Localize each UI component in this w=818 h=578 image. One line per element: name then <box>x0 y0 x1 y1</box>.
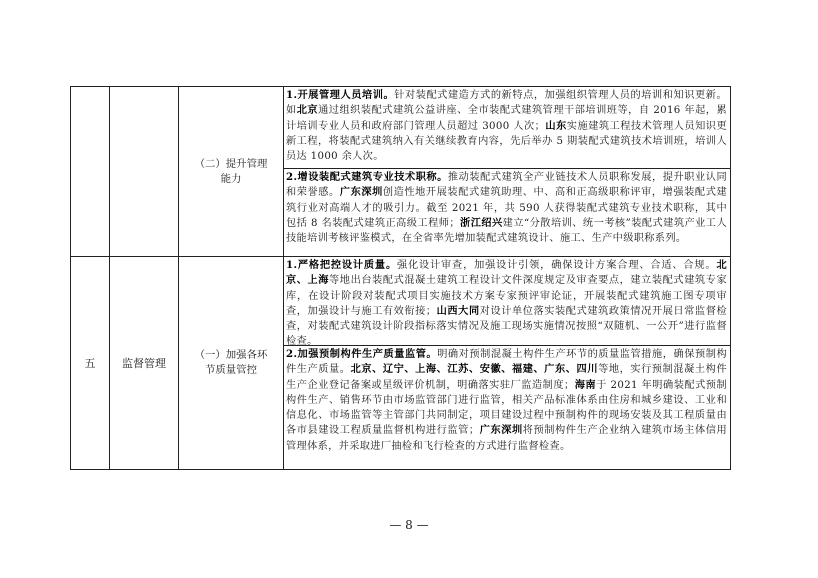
region-name: 海南 <box>574 378 597 391</box>
section-number <box>71 257 109 469</box>
region-name: 广东深圳 <box>479 424 523 437</box>
item-text: 等地出台装配式混凝土建筑工程设计文件深度规定及审查要点，建立装配式建筑专家库，在设计阶段对装配式项目实施技术方案专家预评审论证，开展装配式建筑施工图专项审查，加强设计与施工有效衔接； <box>286 275 727 317</box>
region-name: 北京、上海 <box>286 259 727 287</box>
region-name: 山西大同 <box>436 304 480 317</box>
content-cell <box>286 170 727 255</box>
item-heading: 1.严格把控设计质量。 <box>286 259 397 271</box>
content-cell <box>286 347 727 468</box>
item-text: 通过组织装配式建筑公益讲座、全市装配式建筑管理干部培训班等，自 2016 年起，累计培训专业人员和政府部门管理人员超过 3000 人次； <box>286 105 728 132</box>
item-heading: 1.开展管理人员培训。 <box>286 89 395 101</box>
region-name: 浙江绍兴 <box>459 216 503 229</box>
table-rule <box>70 86 731 87</box>
item-heading: 2.增设装配式建筑专业技术职称。 <box>286 171 448 183</box>
sub-label-text: （二）提升管理能力 <box>194 157 268 185</box>
page-number: — 8 — <box>389 518 429 532</box>
table-rule <box>730 86 731 470</box>
item-text: 于 2021 年明确装配式预制构件生产、销售环节由市场监管部门进行监管，相关产品标准体系由住房和城乡建设、工业和信息化、市场监管等主管部门共同制定，项目建设过程中预制构件的现场安装及其工程质量由各市县建设工程质量监督机构进行监管； <box>286 379 728 437</box>
region-name: 广东深圳 <box>339 186 383 199</box>
item-heading: 2.加强预制构件生产质量监管。 <box>286 348 438 360</box>
region-name: 北京、辽宁、上海、江苏、安徽、福建、广东、四川 <box>350 363 599 376</box>
item-text: 强化设计审查，加强设计引领，确保设计方案合理、合适、合规。 <box>396 260 717 271</box>
item-text: 实施建筑工程技术管理人员知识更新工程，将装配式建筑纳入有关继续教育内容，先后举办 5 期装配式建筑技术培训班，培训人员达 1000 余人次。 <box>286 120 728 163</box>
table-rule <box>283 86 284 470</box>
section-title <box>110 257 178 469</box>
item-text: 针对装配式建造方式的新特点，加强组织管理人员的培训和知识更新。如 <box>286 90 727 117</box>
table-rule <box>178 86 179 470</box>
item-text: 推动装配式建筑全产业链技术人员职称发展，提升职业认同和荣誉感。 <box>286 172 727 199</box>
item-text: 创造性地开展装配式建筑助理、中、高和正高级职称评审，增强装配式建筑行业对高端人才的吸引力。截至 2021 年，共 590 人获得装配式建筑专业技术职称，其中包括 8 名装配式建筑正高级工程师； <box>286 187 727 229</box>
content-cell <box>286 88 727 167</box>
sub-label-quality <box>194 257 268 469</box>
content-cell <box>286 258 727 348</box>
item-text: 将预制构件生产企业纳入建筑市场主体信用管理体系，并采取进厂抽检和飞行检查的方式进行监督检查。 <box>286 425 727 452</box>
item-text: 对设计单位落实装配式建筑政策情况开展日常监督检查，对装配式建筑设计阶段指标落实情况及施工现场实施情况按照“双随机、一公开”进行监督检查。 <box>286 305 727 348</box>
sub-label-management <box>194 87 268 256</box>
table-rule <box>70 469 731 470</box>
section-title-text: 监督管理 <box>122 356 166 370</box>
item-text: 建立“分散培训、统一考核”装配式建筑产业工人技能培训考核评鉴模式，在全省率先增加装配式建筑设计、施工、生产中级职称系列。 <box>286 217 727 245</box>
section-number-text: 五 <box>84 356 96 370</box>
region-name: 山东 <box>545 119 567 132</box>
region-name: 北京 <box>296 104 319 117</box>
item-text: 等地，实行预制混凝土构件生产企业登记备案或星级评价机制，明确落实驻厂监造制度； <box>286 364 727 391</box>
table-rule <box>283 168 731 169</box>
table-rule <box>283 345 731 346</box>
item-text: 明确对预制混凝土构件生产环节的质量监管措施，确保预制构件生产质量。 <box>286 349 727 376</box>
sub-label-text: （一）加强各环节质量管控 <box>194 349 268 376</box>
